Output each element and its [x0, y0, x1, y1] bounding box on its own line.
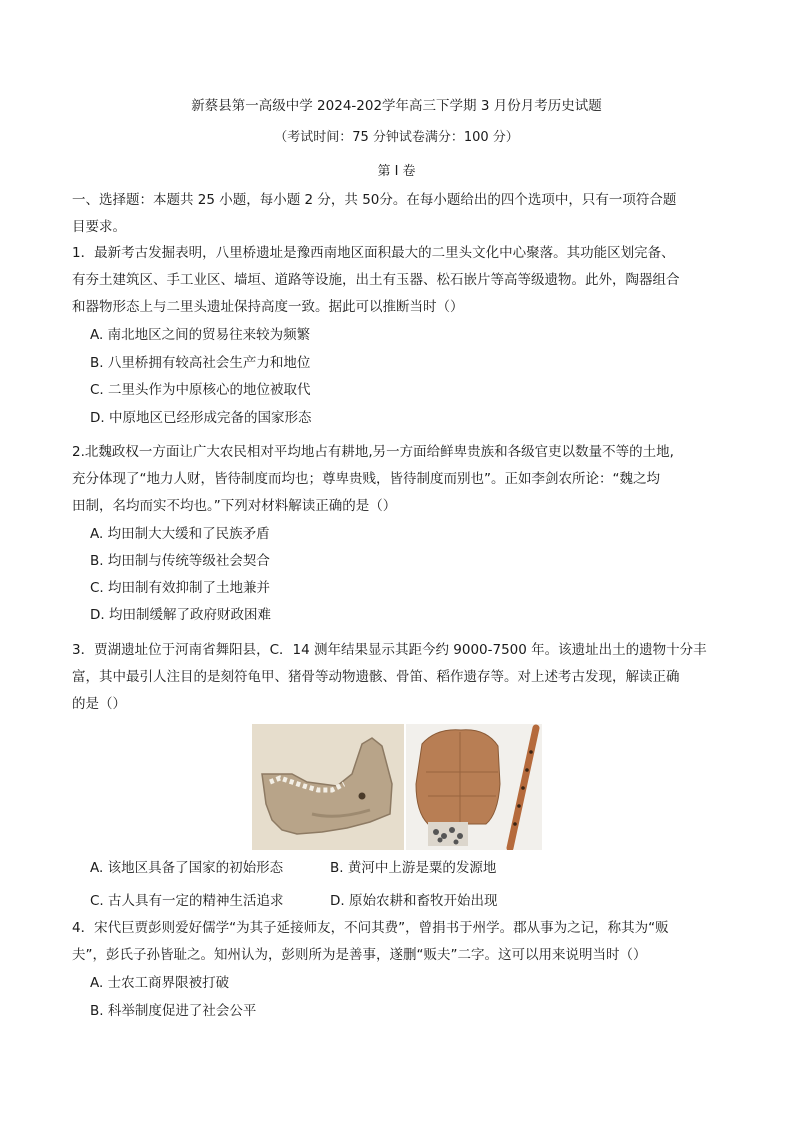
section-instruction-cont: 目要求。 — [72, 219, 126, 235]
exam-subtitle: （考试时间：75 分钟试卷满分：100 分） — [274, 130, 519, 145]
exam-title: 新蔡县第一高级中学 2024-202学年高三下学期 3 月份月考历史试题 — [191, 98, 602, 114]
question-1-text: 有夯土建筑区、手工业区、墙垣、道路等设施，出土有玉器、松石嵌片等高等级遗物。此外，陶器组合 — [72, 272, 680, 288]
question-3-text: 富，其中最引人注目的是刻符龟甲、猪骨等动物遗骸、骨笛、稻作遗存等。对上述考古发现，解读正确 — [72, 669, 680, 685]
volume-label: 第 I 卷 — [377, 164, 416, 179]
question-1-option-b: B. 八里桥拥有较高社会生产力和地位 — [90, 355, 311, 371]
question-1-text: 1．最新考古发掘表明，八里桥遗址是豫西南地区面积最大的二里头文化中心聚落。其功能区划完备、 — [72, 245, 675, 261]
question-2-option-a: A. 均田制大大缓和了民族矛盾 — [90, 526, 270, 542]
question-2-text: 2.北魏政权一方面让广大农民相对平均地占有耕地,另一方面给鲜卑贵族和各级官吏以数量不等的土地, — [72, 444, 674, 460]
question-2-text: 田制，名均而实不均也。”下列对材料解读正确的是（） — [72, 498, 397, 514]
question-4-option-a: A. 士农工商界限被打破 — [90, 975, 230, 991]
question-4-text: 4．宋代巨贾彭则爱好儒学“为其子延接师友，不问其费”，曾捐书于州学。郡从事为之记，称其为“贩 — [72, 920, 669, 936]
question-3-text: 的是（） — [72, 696, 126, 712]
turtle-shell-flute-illustration — [406, 724, 542, 850]
question-2-option-d: D. 均田制缓解了政府财政困难 — [90, 607, 271, 623]
question-1-option-a: A. 南北地区之间的贸易往来较为频繁 — [90, 327, 311, 343]
question-1-option-d: D. 中原地区已经形成完备的国家形态 — [90, 410, 312, 426]
question-1-option-c: C. 二里头作为中原核心的地位被取代 — [90, 382, 311, 398]
question-3-option-b: B. 黄河中上游是粟的发源地 — [330, 860, 497, 876]
question-3-text: 3．贾湖遗址位于河南省舞阳县，C．14 测年结果显示其距今约 9000-7500 年。该遗址出土的遗物十分丰 — [72, 642, 707, 658]
question-1-text: 和器物形态上与二里头遗址保持高度一致。据此可以推断当时（） — [72, 299, 464, 315]
question-4-text: 夫”，彭氏子孙皆耻之。知州认为，彭则所为是善事，遂删“贩夫”二字。这可以用来说明当时（） — [72, 947, 647, 963]
question-3-option-d: D. 原始农耕和畜牧开始出现 — [330, 893, 498, 909]
shell-and-flute-photo — [406, 724, 542, 850]
jaw-bone-illustration — [252, 724, 404, 850]
question-2-option-b: B. 均田制与传统等级社会契合 — [90, 553, 270, 569]
section-instruction: 一、选择题：本题共 25 小题，每小题 2 分，共 50分。在每小题给出的四个选项中，只有一项符合题 — [72, 192, 677, 208]
animal-jaw-photo — [252, 724, 404, 850]
question-3-option-c: C. 古人具有一定的精神生活追求 — [90, 893, 284, 909]
question-2-text: 充分体现了“地力人财，皆待制度而均也；尊卑贵贱，皆待制度而别也”。正如李剑农所论：“魏之均 — [72, 471, 660, 487]
question-3-option-a: A. 该地区具备了国家的初始形态 — [90, 860, 284, 876]
question-2-option-c: C. 均田制有效抑制了土地兼并 — [90, 580, 271, 596]
question-4-option-b: B. 科举制度促进了社会公平 — [90, 1003, 257, 1019]
